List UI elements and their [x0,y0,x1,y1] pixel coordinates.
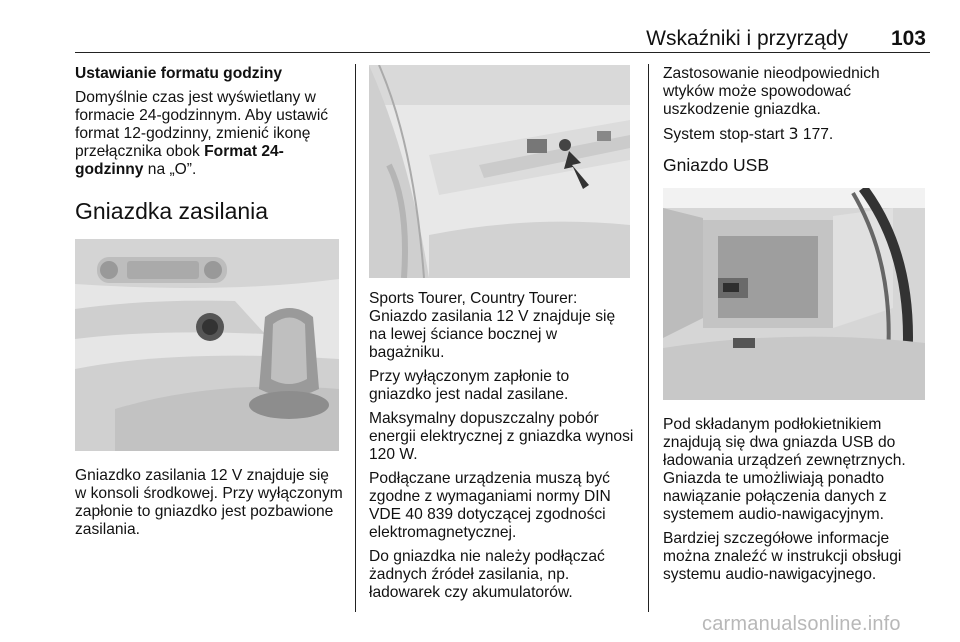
column-2 [369,65,634,608]
trunk-outlet-illustration [369,65,630,278]
paragraph-time-format [75,89,343,179]
console-outlet-illustration [75,239,339,451]
paragraph-stop-start [663,125,929,144]
column-1 [75,65,343,545]
column-divider [355,64,356,612]
paragraph-ignition-off: Przy wyłączonym zapłonie to gniazdko jest nadal zasilane. [369,368,570,403]
subheading-time-format: Ustawianie formatu godziny [75,65,283,82]
bold-term: Format 24-godzinny [75,143,284,178]
watermark: carmanualsonline.info [702,613,901,635]
page-ref[interactable]: 177. [798,126,834,143]
text: System stop-start [663,126,789,143]
page-number: 103 [890,27,926,50]
usb-armrest-illustration [663,188,925,400]
page-ref-arrow-icon: 3 [788,125,799,143]
paragraph-more-info: Bardziej szczegółowe informacje można znaleźć w instrukcji obsługi systemu audio-nawigacyjnego. [663,530,902,583]
text: Domyślnie czas jest wyświetlany w formacie 24-godzinnym. Aby ustawić format 12-godzinny, zmienić ikonę przełącznika obok [75,89,329,160]
paragraph-usb-ports: Pod składanym podłokietnikiem znajdują się dwa gniazda USB do ładowania urządzeń zewnętrznych. Gniazda te umożliwiają ponadto nawiązanie połączenia danych z systemem audio-nawigacyjnym. [663,416,906,523]
header-title: Wskaźniki i przyrządy [646,27,848,50]
section-heading-usb: Gniazdo USB [663,155,770,175]
paragraph-max-power: Maksymalny dopuszczalny pobór energii elektrycznej z gniazdka wynosi 120 W. [369,410,634,463]
page-header [75,22,930,53]
section-heading-power-outlets: Gniazdka zasilania [75,198,269,224]
column-divider [648,64,649,612]
paragraph-din-norm: Podłączane urządzenia muszą być zgodne z wymaganiami normy DIN VDE 40 839 dotyczącej zgodności elektromagnetycznej. [369,470,611,541]
paragraph-no-sources: Do gniazdka nie należy podłączać żadnych źródeł zasilania, np. ładowarek czy akumulatorów. [369,548,605,601]
column-3 [663,65,929,590]
caption-console-outlet: Gniazdko zasilania 12 V znajduje się w konsoli środkowej. Przy wyłączonym zapłonie to gniazdko jest pozbawione zasilania. [75,467,343,538]
text: na „O”. [143,161,197,178]
paragraph-trunk-outlet: Sports Tourer, Country Tourer: Gniazdo zasilania 12 V znajduje się na lewej ściance bocznej w bagażniku. [369,290,616,361]
paragraph-plug-warning: Zastosowanie nieodpowiednich wtyków może spowodować uszkodzenie gniazdka. [663,65,880,118]
